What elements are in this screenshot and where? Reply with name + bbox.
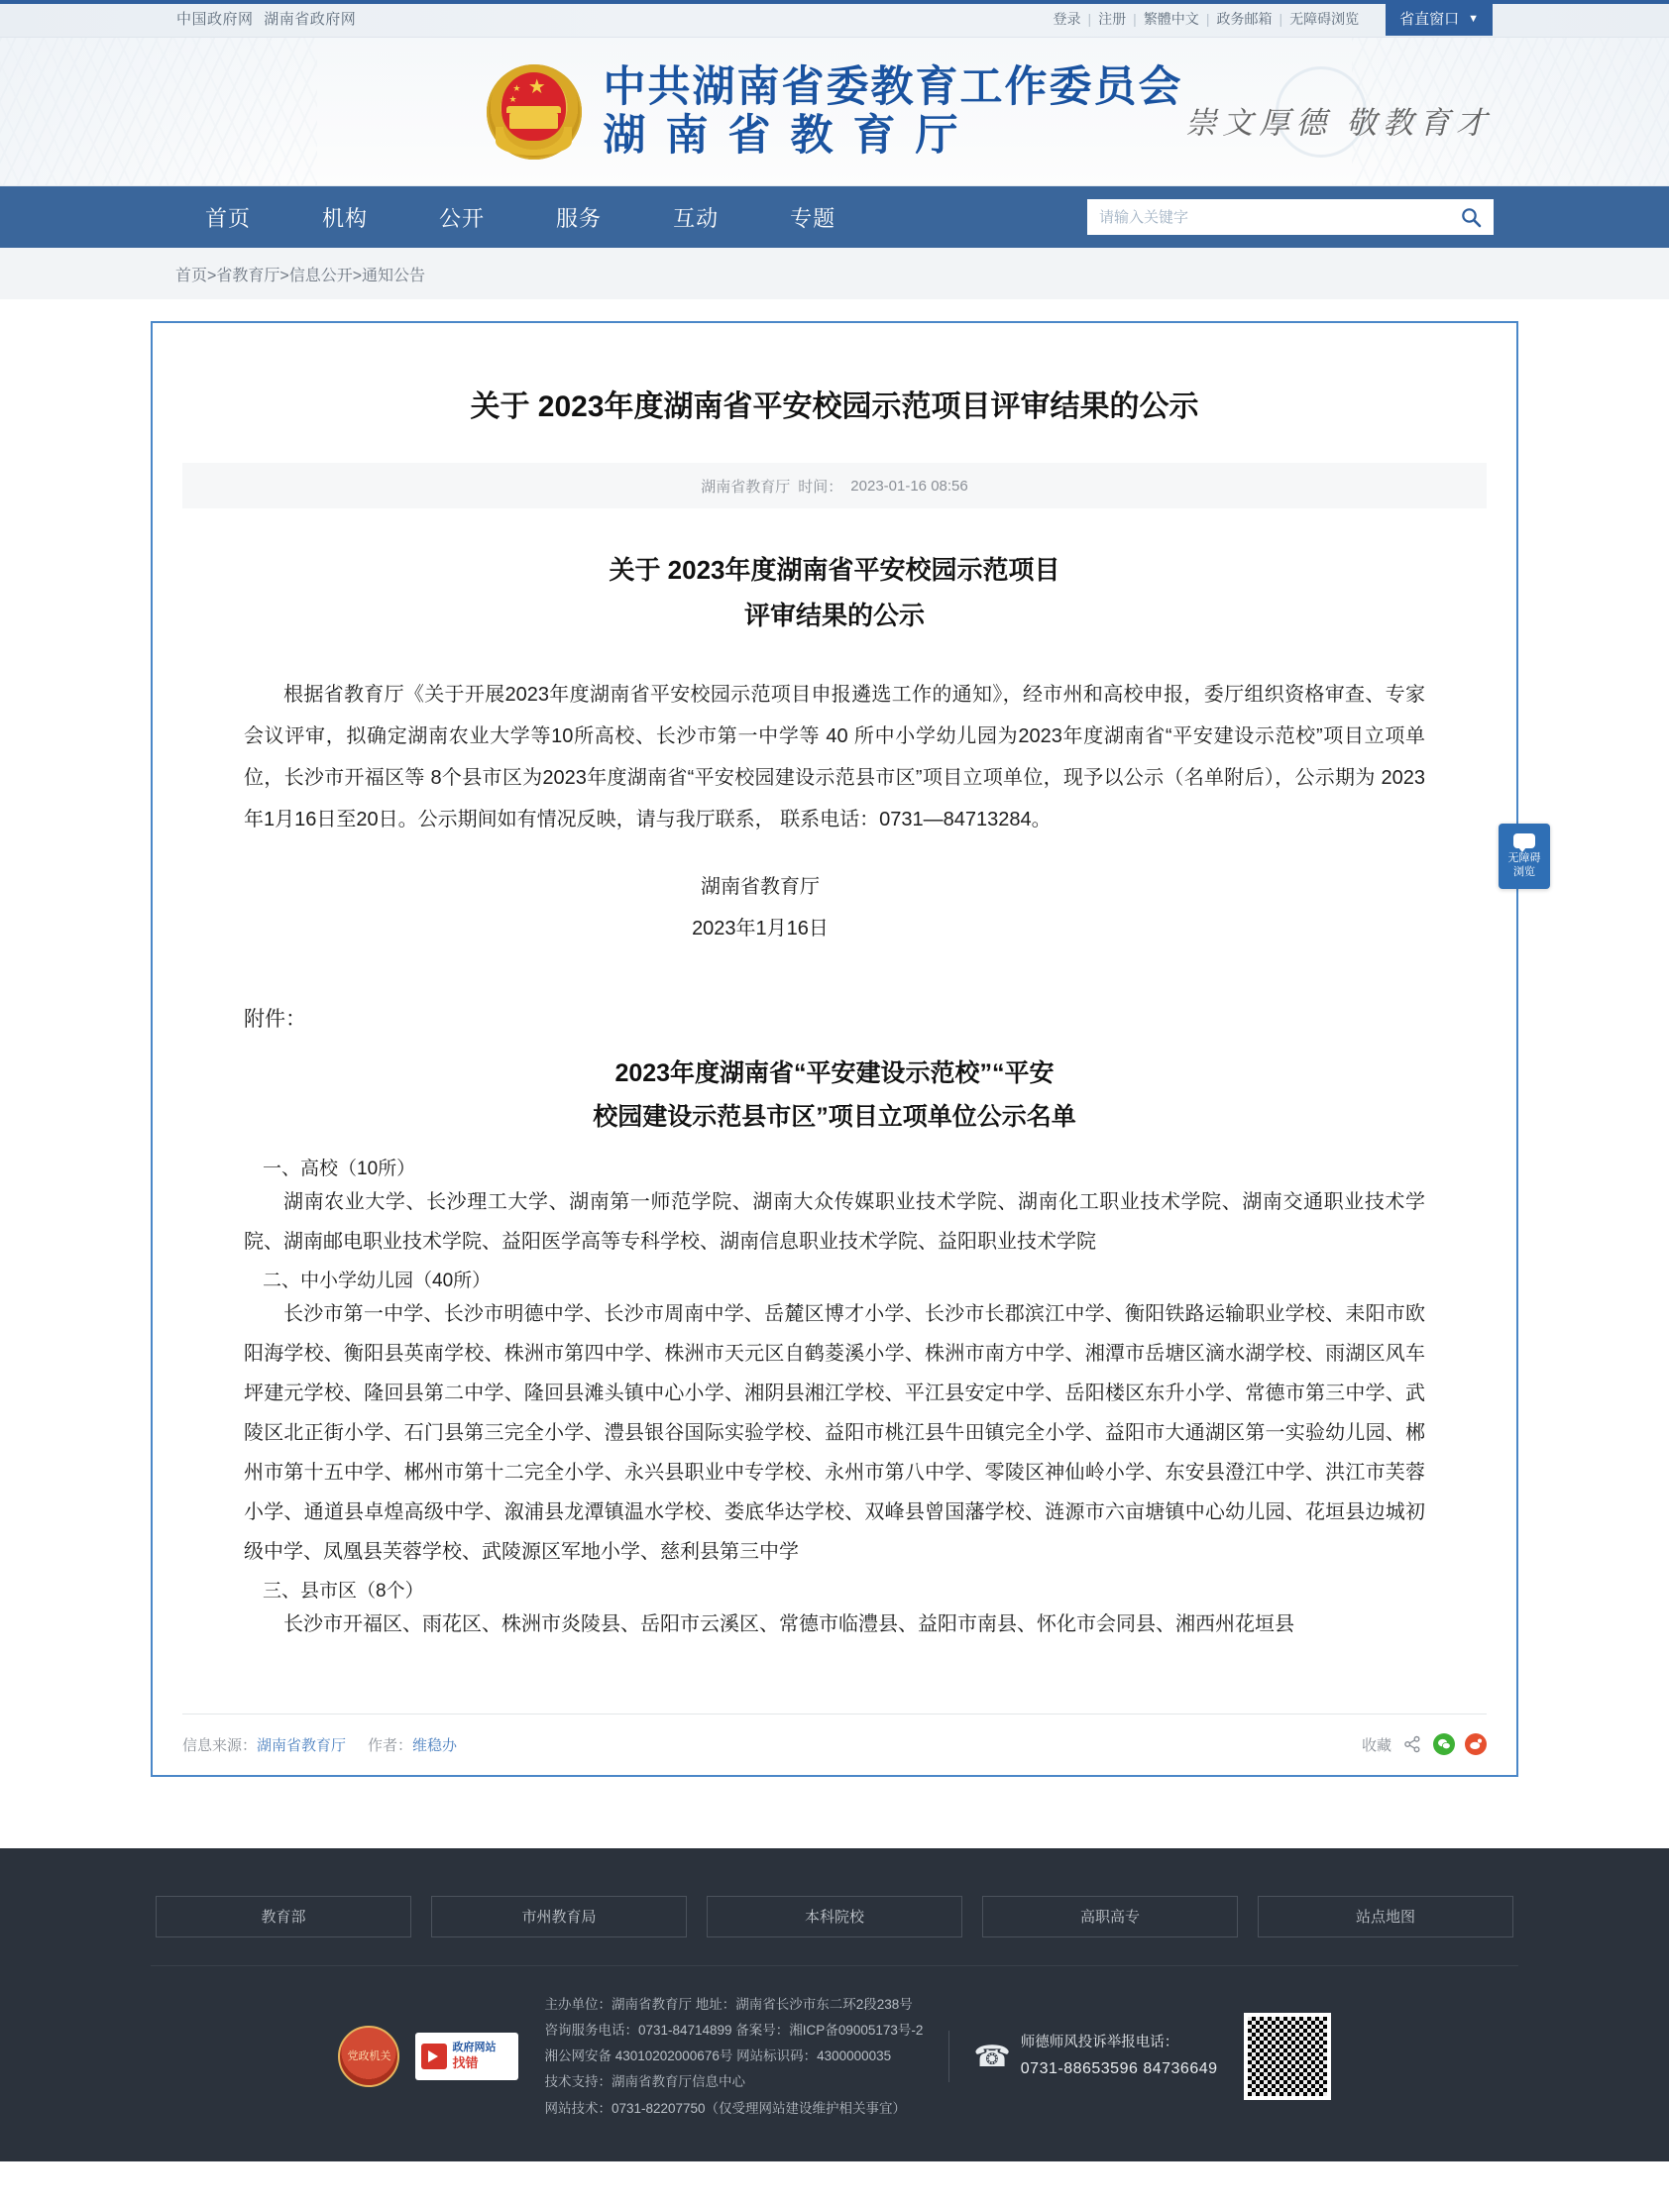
accessibility-widget-line2: 浏览 [1513,865,1535,878]
footer-author-label: 作者： [368,1736,413,1754]
footer-link-row [151,1878,1518,1965]
nav-item-home[interactable]: 首页 [205,205,252,231]
share-link-icon[interactable] [1401,1733,1423,1755]
divider: | [1279,10,1283,27]
footer-badges [338,2026,518,2087]
article-body [153,508,1516,1658]
footer-author-value[interactable]: 维稳办 [412,1736,458,1754]
footer-info-line-1: 主办单位：湖南省教育厅 地址：湖南省长沙市东二环2段238号 [544,1996,913,2012]
document-paragraph: 根据省教育厅《关于开展2023年度湖南省平安校园示范项目申报遴选工作的通知》，经市州和高校申报，委厅组织资格审查、专家会议评审，拟确定湖南农业大学等10所高校、长沙市第一中学等 40 所中小学幼儿园为2023年度湖南省“平安建设示范校”项目立项单位，长沙市开福区等 8个县市区为2023年度湖南省“平安校园建设示范县市区”项目立项单位，现予以公示（名单附后），公示期为 2023年1月16日至20日。公示期间如有情况反映，请与我厅联系， 联系电话：0731—84713284。 [244,684,1425,830]
divider: | [1205,10,1210,27]
nav-item-services[interactable]: 服务 [556,205,603,231]
accessibility-widget-line1: 无障碍 [1507,851,1541,864]
article-meta [182,463,1487,508]
emblem-star: ★ [527,75,546,98]
article-time-value: 2023-01-16 08:56 [850,477,968,495]
article-source: 湖南省教育厅 [701,478,791,496]
document-heading-line1: 关于 2023年度湖南省平安校园示范项目 [609,555,1060,585]
footer-info-line-5: 网站技术：0731-82207750（仅受理网站建设维护相关事宜） [544,2100,907,2116]
footer-hotline-label: 师德师风投诉举报电话： [1020,2035,1179,2051]
gov-site-badge-title: 政府网站 [452,2042,497,2054]
qr-code-pattern [1248,2017,1327,2096]
divider: | [1133,10,1137,27]
top-utility-bar [0,0,1669,38]
document-heading-line2: 评审结果的公示 [743,600,925,630]
divider: | [1087,10,1092,27]
footer-hotline-numbers: 0731-88653596 84736649 [1020,2060,1218,2077]
section-heading-schools: 二、中小学幼儿园（40所） [263,1270,492,1291]
footer-link-ministry[interactable]: 教育部 [156,1896,411,1937]
masthead-titles [604,64,1183,159]
share-group [1362,1733,1487,1755]
chevron-down-icon: ▼ [1468,12,1479,25]
qr-code-icon [1244,2013,1331,2100]
footer-source-value[interactable]: 湖南省教育厅 [257,1736,347,1754]
gov-site-badge-text [452,2042,496,2071]
footer-hotline-text [1021,2031,1218,2082]
nav-item-organization[interactable]: 机构 [322,205,369,231]
search-icon[interactable] [1458,204,1484,230]
top-left-links [176,8,362,29]
section-heading-universities: 一、高校（10所） [263,1158,416,1179]
section-content-schools: 长沙市第一中学、长沙市明德中学、长沙市周南中学、岳麓区博才小学、长沙市长郡滨江中学、衡阳铁路运输职业学校、耒阳市欧阳海学校、衡阳县英南学校、株洲市第四中学、株洲市天元区自鹤菱溪小学、株洲市南方中学、湘潭市岳塘区滴水湖学校、雨湖区风车坪建元学校、隆回县第二中学、隆回县滩头镇中心小学、湘阴县湘江学校、平江县安定中学、岳阳楼区东升小学、常德市第三中学、武陵区北正街小学、石门县第三完全小学、澧县银谷国际实验学校、益阳市桃江县牛田镇完全小学、益阳市大通湖区第一实验幼儿园、郴州市第十五中学、郴州市第十二完全小学、永兴县职业中专学校、永州市第八中学、零陵区神仙岭小学、东安县澄江中学、洪江市芙蓉小学、通道县卓煌高级中学、溆浦县龙潭镇温水学校、娄底华达学校、双峰县曾国藩学校、涟源市六亩塘镇中心幼儿园、花垣县边城初级中学、凤凰县芙蓉学校、武陵源区军地小学、慈利县第三中学 [244,1302,1425,1563]
emblem-star: ★ [512,82,521,93]
gov-mail-link[interactable]: 政务邮箱 [1216,10,1273,27]
article-footer [182,1714,1487,1775]
section-heading-districts: 三、县市区（8个） [263,1580,424,1602]
top-right-links [1047,1,1493,36]
masthead-watermark-left [0,38,317,185]
weibo-icon[interactable] [1465,1733,1487,1755]
favorite-label[interactable]: 收藏 [1361,1736,1391,1754]
traditional-chinese-link[interactable]: 繁體中文 [1143,10,1199,27]
register-link[interactable]: 注册 [1098,10,1127,27]
province-portal-dropdown[interactable] [1386,1,1493,36]
footer-link-city-bureaus[interactable]: 市州教育局 [431,1896,687,1937]
section-content-districts: 长沙市开福区、雨花区、株洲市炎陵县、岳阳市云溪区、常德市临澧县、益阳市南县、怀化市会同县、湘西州花垣县 [283,1612,1294,1635]
wechat-icon[interactable] [1433,1733,1455,1755]
masthead-title-line2: 湖南省教育厅 [603,111,978,160]
report-flag-icon [421,2044,447,2069]
site-masthead [0,38,1669,186]
attachment-label: 附件： [244,1008,306,1031]
gov-site-badge-sub: 找错 [452,2055,479,2071]
breadcrumb[interactable] [175,248,1494,299]
gov-site-report-badge[interactable] [415,2033,518,2080]
article-time-label: 时间： [798,478,843,496]
breadcrumb-text[interactable]: 首页>省教育厅>信息公开>通知公告 [175,267,426,284]
signature-organization: 湖南省教育厅 [701,876,820,898]
document-signature [244,866,1425,949]
search-input[interactable] [1097,208,1458,227]
masthead-logo-group[interactable] [487,64,1183,160]
footer-link-universities[interactable]: 本科院校 [707,1896,962,1937]
page-body [0,299,1669,1811]
footer-info-line-3: 湘公网安备 43010202000676号 网站标识码：4300000035 [544,2048,892,2064]
province-portal-label: 省直窗口 [1399,11,1460,28]
nav-item-disclosure[interactable]: 公开 [439,205,486,231]
national-emblem-icon [487,64,582,160]
nav-item-interaction[interactable]: 互动 [673,205,720,231]
signature-date: 2023年1月16日 [692,918,829,940]
site-footer [0,1848,1669,2162]
login-link[interactable]: 登录 [1053,10,1081,27]
footer-link-sitemap[interactable]: 站点地图 [1258,1896,1513,1937]
footer-info-line-4: 技术支持：湖南省教育厅信息中心 [544,2074,745,2090]
attachment-heading [244,1052,1425,1140]
nav-item-topics[interactable]: 专题 [790,205,836,231]
attachment-heading-line2: 校园建设示范县市区”项目立项单位公示名单 [593,1102,1076,1131]
footer-source-label: 信息来源： [182,1736,258,1754]
masthead-title-line1: 中共湖南省委教育工作委员会 [603,63,1183,112]
search-box [1087,199,1494,235]
accessibility-widget[interactable] [1499,824,1550,889]
emblem-wheat [496,127,572,156]
footer-main [151,1966,1518,2123]
document-heading [244,548,1425,638]
footer-info-line-2: 咨询服务电话：0731-84714899 备案号：湘ICP备09005173号-2 [544,2022,924,2038]
footer-info-block [544,1992,923,2123]
accessibility-link[interactable]: 无障碍浏览 [1289,10,1360,27]
telephone-icon: ☎ [973,2040,1011,2073]
page-title: 关于 2023年度湖南省平安校园示范项目评审结果的公示 [470,390,1199,423]
masthead-motto: 崇文厚德 敬教育才 [1185,105,1493,141]
party-gov-badge-icon[interactable]: 党政机关 [338,2026,399,2087]
article-card [151,321,1541,1777]
link-china-gov[interactable]: 中国政府网 [176,11,254,28]
section-content-universities: 湖南农业大学、长沙理工大学、湖南第一师范学院、湖南大众传媒职业技术学院、湖南化工职业技术学院、湖南交通职业技术学院、湖南邮电职业技术学院、益阳医学高等专科学校、湖南信息职业技术学院、益阳职业技术学院 [244,1190,1425,1253]
main-navigation [0,186,1669,248]
attachment-heading-line1: 2023年度湖南省“平安建设示范校”“平安 [614,1059,1055,1087]
footer-hotline [948,2031,1217,2082]
link-hunan-gov[interactable]: 湖南省政府网 [264,11,357,28]
footer-link-vocational[interactable]: 高职高专 [982,1896,1238,1937]
emblem-star: ★ [508,94,517,105]
breadcrumb-bar [0,248,1669,299]
speech-bubble-icon [1513,833,1535,848]
